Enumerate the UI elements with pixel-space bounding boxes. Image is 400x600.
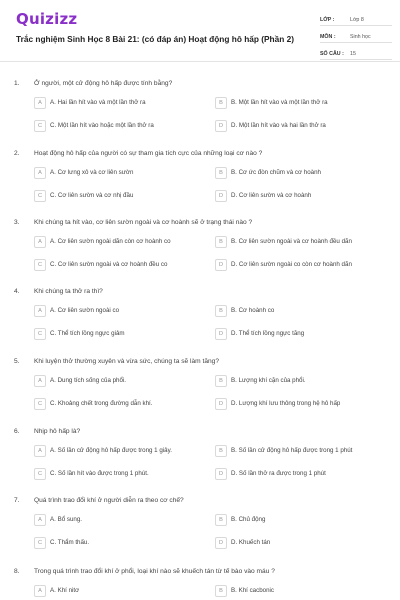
- option-text: A. Bổ sung.: [50, 516, 82, 523]
- option-text: A. Cơ liên sườn ngoài dãn còn cơ hoành co: [50, 238, 171, 245]
- option-letter-box: C: [34, 190, 46, 202]
- option-text: C. Thẩm thấu.: [50, 539, 90, 546]
- option-text: B. Số lần cử động hô hấp được trong 1 phút: [231, 447, 353, 454]
- option-letter-box: B: [215, 585, 227, 597]
- question-number: 7.: [14, 497, 20, 504]
- meta-subject-label: MÔN :: [320, 34, 336, 40]
- option-letter-box: D: [215, 120, 227, 132]
- option-letter-box: B: [215, 305, 227, 317]
- option-letter-box: A: [34, 585, 46, 597]
- option-letter-box: A: [34, 97, 46, 109]
- option-text: C. Khoảng chết trong đường dẫn khí.: [50, 400, 153, 407]
- question-text: Ở người, một cử động hô hấp được tính bằng?: [34, 80, 173, 87]
- option-text: D. Cơ liên sườn và cơ hoành: [231, 192, 312, 199]
- option-text: B. Cơ hoành co: [231, 307, 275, 314]
- option-letter-box: A: [34, 167, 46, 179]
- option-letter-box: D: [215, 468, 227, 480]
- option-letter-box: B: [215, 167, 227, 179]
- option-text: A. Cơ liên sườn ngoài co: [50, 307, 120, 314]
- option-text: A. Cơ lưng xô và cơ liên sườn: [50, 169, 134, 176]
- option-letter-box: B: [215, 445, 227, 457]
- question-text: Hoạt động hô hấp của người có sự tham gia tích cực của những loại cơ nào ?: [34, 150, 263, 157]
- meta-grade-value: Lớp 8: [350, 17, 364, 23]
- question-number: 2.: [14, 150, 20, 157]
- option-text: C. Thể tích lồng ngực giảm: [50, 330, 125, 337]
- meta-count-label: SỐ CÂU :: [320, 51, 344, 57]
- option-letter-box: D: [215, 328, 227, 340]
- worksheet-title: Trắc nghiệm Sinh Học 8 Bài 21: (có đáp án) Hoạt động hô hấp (Phần 2): [16, 34, 294, 44]
- option-text: C. Cơ liên sườn ngoài và cơ hoành đều co: [50, 261, 168, 268]
- option-text: C. Cơ liên sườn và cơ nhị đầu: [50, 192, 134, 199]
- option-letter-box: D: [215, 259, 227, 271]
- meta-count: [320, 46, 392, 60]
- option-letter-box: A: [34, 514, 46, 526]
- question-number: 4.: [14, 288, 20, 295]
- question-text: Quá trình trao đổi khí ở người diễn ra theo cơ chế?: [34, 497, 184, 504]
- option-letter-box: A: [34, 375, 46, 387]
- option-letter-box: B: [215, 236, 227, 248]
- meta-count-value: 15: [350, 51, 356, 57]
- option-text: D. Thể tích lồng ngực tăng: [231, 330, 305, 337]
- option-letter-box: C: [34, 328, 46, 340]
- question-text: Trong quá trình trao đổi khí ở phổi, loại khí nào sẽ khuếch tán từ tế bào vào máu ?: [34, 568, 275, 575]
- worksheet-header: [0, 0, 400, 62]
- question-number: 3.: [14, 219, 20, 226]
- option-text: B. Khí cacbonic: [231, 587, 274, 594]
- question-number: 5.: [14, 358, 20, 365]
- option-text: A. Hai lần hít vào và một lần thở ra: [50, 99, 146, 106]
- option-letter-box: A: [34, 445, 46, 457]
- quizizz-logo: Quizizz: [16, 10, 78, 28]
- option-letter-box: C: [34, 398, 46, 410]
- meta-grade: [320, 12, 392, 26]
- meta-subject: [320, 29, 392, 43]
- option-text: B. Chủ động: [231, 516, 266, 523]
- option-text: B. Cơ liên sườn ngoài và cơ hoành đều dãn: [231, 238, 352, 245]
- question-number: 6.: [14, 428, 20, 435]
- option-text: A. Khí nitơ: [50, 587, 80, 594]
- question-text: Khi chúng ta hít vào, cơ liên sườn ngoài và cơ hoành sẽ ở trạng thái nào ?: [34, 219, 253, 226]
- option-text: A. Dung tích sống của phổi.: [50, 377, 127, 384]
- option-text: D. Khuếch tán: [231, 539, 271, 546]
- question-text: Nhịp hô hấp là?: [34, 428, 81, 435]
- option-text: A. Số lần cử động hô hấp được trong 1 giây.: [50, 447, 172, 454]
- option-letter-box: B: [215, 375, 227, 387]
- option-text: D. Lượng khí lưu thông trong hệ hô hấp: [231, 400, 341, 407]
- option-letter-box: C: [34, 468, 46, 480]
- question-number: 1.: [14, 80, 20, 87]
- question-text: Khi luyện thở thường xuyên và vừa sức, chúng ta sẽ làm tăng?: [34, 358, 220, 365]
- worksheet-meta: [320, 12, 392, 63]
- option-letter-box: C: [34, 259, 46, 271]
- option-text: D. Cơ liên sườn ngoài co còn cơ hoành dãn: [231, 261, 352, 268]
- option-letter-box: B: [215, 514, 227, 526]
- option-letter-box: A: [34, 236, 46, 248]
- option-text: D. Một lần hít vào và hai lần thở ra: [231, 122, 326, 129]
- option-letter-box: D: [215, 398, 227, 410]
- option-letter-box: C: [34, 120, 46, 132]
- meta-grade-label: LỚP :: [320, 17, 335, 23]
- option-letter-box: B: [215, 97, 227, 109]
- option-letter-box: C: [34, 537, 46, 549]
- option-text: B. Một lần hít vào và một lần thở ra: [231, 99, 328, 106]
- question-text: Khi chúng ta thở ra thì?: [34, 288, 103, 295]
- option-text: B. Cơ ức đòn chũm và cơ hoành: [231, 169, 321, 176]
- question-number: 8.: [14, 568, 20, 575]
- option-letter-box: D: [215, 190, 227, 202]
- meta-subject-value: Sinh học: [350, 34, 371, 40]
- option-letter-box: D: [215, 537, 227, 549]
- option-letter-box: A: [34, 305, 46, 317]
- option-text: C. Một lần hít vào hoặc một lần thở ra: [50, 122, 154, 129]
- option-text: C. Số lần hít vào được trong 1 phút.: [50, 470, 149, 477]
- option-text: D. Số lần thở ra được trong 1 phút: [231, 470, 326, 477]
- option-text: B. Lượng khí cặn của phổi.: [231, 377, 306, 384]
